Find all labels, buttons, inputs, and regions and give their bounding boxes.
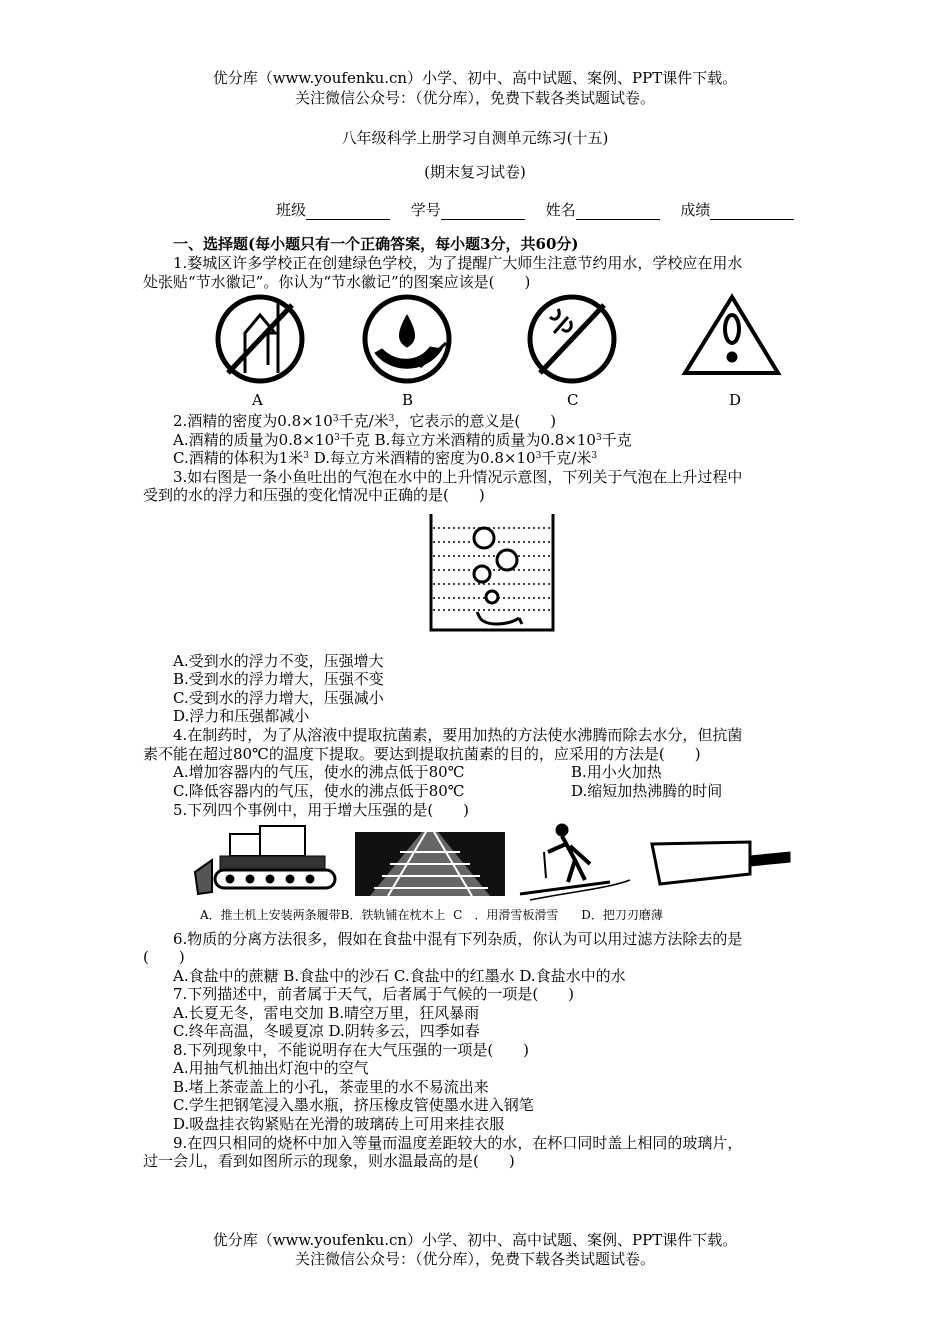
q4-option-b: B.用小火加热 bbox=[571, 763, 662, 781]
page-subtitle: (期末复习试卷) bbox=[424, 163, 526, 181]
q3-stem-line1: 3.如右图是一条小鱼吐出的气泡在水中的上升情况示意图，下列关于气泡在上升过程中 bbox=[173, 468, 743, 486]
q4-option-c: C.降低容器内的气压，使水的沸点低于80℃ bbox=[173, 782, 465, 800]
q1-label-c: C bbox=[567, 391, 579, 409]
q6-options: A.食盐中的蔗糖 B.食盐中的沙石 C.食盐中的红墨水 D.食盐水中的水 bbox=[173, 967, 626, 985]
q1-label-b: B bbox=[402, 391, 414, 409]
q3-stem-line2: 受到的水的浮力和压强的变化情况中正确的是( ) bbox=[143, 486, 485, 504]
q1-label-d: D bbox=[729, 391, 742, 409]
field-name-blank[interactable] bbox=[576, 205, 660, 220]
field-class-blank[interactable] bbox=[306, 205, 390, 220]
q3-option-d: D.浮力和压强都减小 bbox=[173, 707, 310, 725]
field-score-label: 成绩 bbox=[680, 201, 711, 219]
q6-stem-line1: 6.物质的分离方法很多，假如在食盐中混有下列杂质，你认为可以用过滤方法除去的是 bbox=[173, 930, 743, 948]
field-number-blank[interactable] bbox=[441, 205, 525, 220]
q1-label-a: A bbox=[252, 391, 263, 409]
header-line-1: 优分库（www.youfenku.cn）小学、初中、高中试题、案例、PPT课件下载。 bbox=[212, 69, 738, 87]
footer-line-1: 优分库（www.youfenku.cn）小学、初中、高中试题、案例、PPT课件下载。 bbox=[212, 1231, 738, 1249]
skier-icon bbox=[520, 824, 630, 900]
q4-stem-line1: 4.在制药时，为了从溶液中提取抗菌素，要用加热的方法使水沸腾而除去水分，但抗菌 bbox=[173, 726, 743, 744]
q8-option-d: D.吸盘挂衣钩紧贴在光滑的玻璃砖上可用来挂衣服 bbox=[173, 1115, 505, 1133]
q5-captions: A．推土机上安装两条履带B．铁轨铺在枕木上 C ．用滑雪板滑雪 D．把刀刃磨薄 bbox=[200, 908, 663, 922]
q1-stem-line2: 处张贴“节水徽记”。你认为“节水徽记”的图案应该是( ) bbox=[143, 273, 531, 291]
q9-stem-line1: 9.在四只相同的烧杯中加入等量而温度差距较大的水，在杯口同时盖上相同的玻璃片， bbox=[173, 1134, 743, 1152]
field-number-label: 学号 bbox=[410, 201, 441, 219]
q2-options-cd: C.酒精的体积为1米$^3$ D.每立方米酒精的密度为$0.8\times 10^3$千克/米$^3$ bbox=[173, 449, 598, 467]
q2-options-ab: A.酒精的质量为$0.8\times 10^3$千克 B.每立方米酒精的质量为$0.8\times 10^3$千克 bbox=[173, 431, 632, 449]
q7-options-ab: A.长夏无冬，雷电交加 B.晴空万里，狂风暴雨 bbox=[173, 1004, 480, 1022]
q4-stem-line2: 素不能在超过80℃的温度下提取。要达到提取抗菌素的目的，应采用的方法是( ) bbox=[143, 745, 701, 763]
q3-option-b: B.受到水的浮力增大，压强不变 bbox=[173, 670, 384, 688]
q3-option-c: C.受到水的浮力增大，压强减小 bbox=[173, 689, 384, 707]
bulldozer-icon bbox=[195, 826, 335, 894]
q6-stem-line2: ( ) bbox=[143, 948, 185, 966]
q8-option-a: A.用抽气机抽出灯泡中的空气 bbox=[173, 1059, 369, 1077]
field-score-blank[interactable] bbox=[710, 205, 794, 220]
emblem-a-icon bbox=[218, 297, 302, 381]
q4-option-d: D.缩短加热沸腾的时间 bbox=[571, 782, 723, 800]
q8-option-c: C.学生把钢笔浸入墨水瓶，挤压橡皮管使墨水进入钢笔 bbox=[173, 1096, 534, 1114]
field-name-label: 姓名 bbox=[545, 201, 576, 219]
q3-option-a: A.受到水的浮力不变，压强增大 bbox=[173, 652, 384, 670]
q8-stem: 8.下列现象中，不能说明存在大气压强的一项是( ) bbox=[173, 1041, 530, 1059]
emblem-b-icon bbox=[365, 297, 449, 381]
emblem-d-icon bbox=[685, 297, 778, 373]
q3-bubble-figure bbox=[425, 510, 560, 634]
q1-stem-line1: 1.婺城区许多学校正在创建绿色学校，为了提醒广大师生注意节约用水，学校应在用水 bbox=[173, 254, 743, 272]
field-class-label: 班级 bbox=[276, 201, 307, 219]
section-heading: 一、选择题(每小题只有一个正确答案，每小题3分，共60分) bbox=[173, 235, 579, 253]
q7-stem: 7.下列描述中，前者属于天气，后者属于气候的一项是( ) bbox=[173, 985, 575, 1003]
knife-icon bbox=[652, 842, 790, 884]
student-info-fields bbox=[276, 199, 810, 220]
q7-options-cd: C.终年高温，冬暖夏凉 D.阴转多云，四季如春 bbox=[173, 1022, 480, 1040]
page-title: 八年级科学上册学习自测单元练习(十五) bbox=[341, 129, 609, 147]
q8-option-b: B.堵上茶壶盖上的小孔，茶壶里的水不易流出来 bbox=[173, 1078, 489, 1096]
emblem-c-icon bbox=[530, 297, 614, 381]
railway-icon bbox=[355, 832, 505, 896]
q9-stem-line2: 过一会儿，看到如图所示的现象，则水温最高的是( ) bbox=[143, 1152, 515, 1170]
header-line-2: 关注微信公众号：（优分库），免费下载各类试题试卷。 bbox=[294, 89, 655, 107]
q2-stem: 2.酒精的密度为$0.8\times 10^3$千克/米$^3$，它表示的意义是( ) bbox=[173, 412, 557, 430]
q4-option-a: A.增加容器内的气压，使水的沸点低于80℃ bbox=[173, 763, 465, 781]
q1-emblem-figures bbox=[210, 293, 785, 385]
footer-line-2: 关注微信公众号：（优分库），免费下载各类试题试卷。 bbox=[294, 1250, 655, 1268]
q5-pressure-figures bbox=[190, 822, 795, 904]
q5-stem: 5.下列四个事例中，用于增大压强的是( ) bbox=[173, 801, 470, 819]
